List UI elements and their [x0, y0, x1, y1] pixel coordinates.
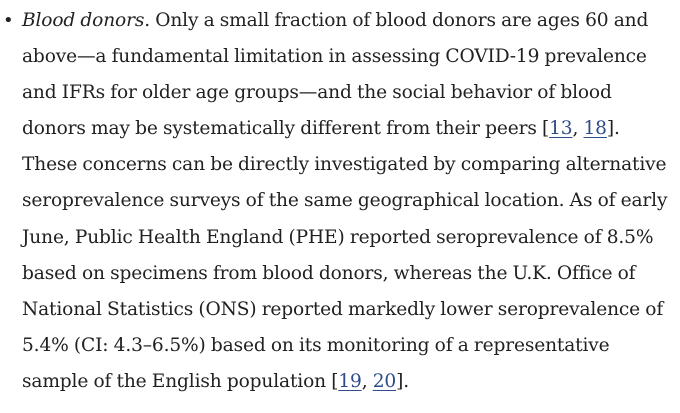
paragraph-text-part-2: ]. These concerns can be directly investigated by comparing alternative seroprevalence surveys of the same geographical location. As of early June, Public Health England (PHE) reported seroprevalence of 8.5% based on specimens from blood donors, whereas the U.K. Office of National Statistics (ONS) reported markedly lower seroprevalence of 5.4% (CI: 4.3–6.5%) based on its monitoring of a representative sample of the English population [	[22, 118, 668, 392]
reference-link-20[interactable]: 20	[372, 370, 397, 392]
term-period: .	[144, 10, 150, 31]
reference-link-18[interactable]: 18	[583, 118, 607, 140]
paragraph-text-part-3: ].	[396, 370, 409, 392]
paragraph-text-part-1: Only a small fraction of blood donors are ages 60 and above—a fundamental limitation in assessing COVID-19 prevalence and IFRs for older age groups—and the social behavior of blood donors may be systematically different from their peers [	[22, 10, 649, 140]
term-blood-donors: Blood donors	[22, 10, 145, 31]
reference-link-13[interactable]: 13	[549, 118, 573, 140]
reference-link-19[interactable]: 19	[338, 370, 362, 392]
reference-separator: ,	[361, 370, 373, 392]
reference-separator: ,	[572, 118, 584, 140]
bullet-icon: •	[3, 10, 14, 31]
